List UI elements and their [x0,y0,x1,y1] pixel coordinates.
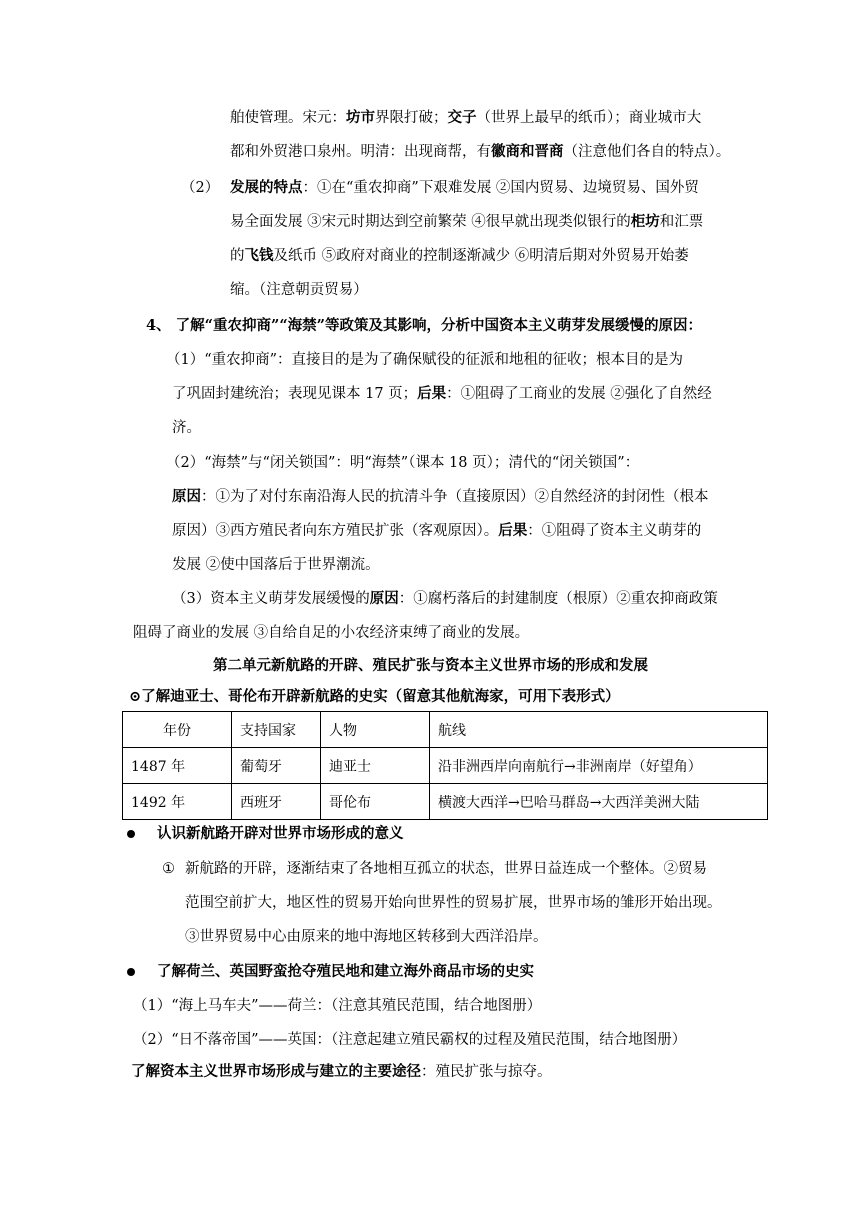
text-line [230,211,703,233]
text-span: 及纸币 ⑤政府对商业的控制逐渐减少 ⑥明清后期对外贸易开始萎 [273,248,689,264]
table-cell: 1487 年 [123,748,232,784]
text-line: （2）“海禁”与“闭关锁国”：明“海禁”（课本 18 页）；清代的“闭关锁国”： [166,455,640,471]
bold-term: 原因 [369,590,399,607]
table-cell: 哥伦布 [321,784,430,820]
bold-term: 原因 [172,488,201,505]
text-line: 缩。（注意朝贡贸易） [230,282,368,298]
text-line: （2）“日不落帝国”——英国：（注意起建立殖民霸权的过程及殖民范围，结合地图册） [133,1032,687,1048]
text-line: 范围空前扩大，地区性的贸易开始向世界性的贸易扩展，世界市场的雏形开始出现。 [185,895,722,911]
bullet-heading-text: 了解荷兰、英国野蛮抢夺殖民地和建立海外商品市场的史实 [157,963,534,980]
text-span: 界限打破； [375,110,448,126]
text-line [131,1061,552,1083]
table-cell: 沿非洲西岸向南航行→非洲南岸（好望角） [430,748,768,784]
text-span: ：①阻碍了工商业的发展 ②强化了自然经 [446,386,712,402]
text-line: 济。 [172,420,201,436]
table-cell: 横渡大西洋→巴哈马群岛→大西洋美洲大陆 [430,784,768,820]
table-cell: 迪亚士 [321,748,430,784]
bullet-icon [127,830,135,838]
text-line [230,107,701,129]
list-number: （2） [181,180,220,196]
text-line: （1）“海上马车夫”——荷兰：（注意其殖民范围，结合地图册） [133,998,542,1014]
table-cell: 西班牙 [232,784,321,820]
text-line [230,245,689,267]
text-span: ：①腐朽落后的封建制度（根原）②重农抑商政策 [398,591,718,607]
text-span: ：殖民扩张与掠夺。 [421,1064,552,1080]
table-cell: 1492 年 [123,784,232,820]
text-line [172,383,712,405]
text-line [230,141,730,163]
text-line [172,520,701,542]
header-cell: 年份 [123,712,232,748]
text-span: （世界上最早的纸币）；商业城市大 [476,110,702,126]
text-line: （1）“重农抑商”：直接目的是为了确保赋役的征派和地租的征收；根本目的是为 [166,352,684,368]
bold-term: 徽商和晋商 [491,143,564,160]
bold-term: 坊市 [346,109,375,126]
text-line [172,588,718,610]
bullet-heading [127,961,534,983]
bold-term: 飞钱 [244,247,274,264]
text-span: （3）资本主义萌芽发展缓慢的 [172,591,370,607]
text-line: ③世界贸易中心由原来的地中海地区转移到大西洋沿岸。 [185,929,548,945]
text-line: 阻碍了商业的发展 ③自给自足的小农经济束缚了商业的发展。 [133,625,530,641]
text-span: 舶使管理。宋元： [230,110,346,126]
text-line: 发展 ②使中国落后于世界潮流。 [172,557,380,573]
text-span: 和汇票 [659,214,704,230]
bold-term: 柜坊 [630,213,660,230]
table-row [123,784,768,820]
text-span: ：①阻碍了资本主义萌芽的 [527,523,702,539]
text-span: ：①为了对付东南沿海人民的抗清斗争（直接原因）②自然经济的封闭性（根本 [201,489,709,505]
unit-title: 第二单元新航路的开辟、殖民扩张与资本主义世界市场的形成和发展 [213,657,648,674]
table-header-row [123,712,768,748]
text-span: 都和外贸港口泉州。明清：出现商帮，有 [230,144,491,160]
bold-term: 发展的特点 [230,179,303,196]
text-line [230,177,699,199]
bold-term: 了解资本主义世界市场形成与建立的主要途径 [131,1063,421,1080]
bold-term: 后果 [498,522,528,539]
text-span: 易全面发展 ③宋元时期达到空前繁荣 ④很早就出现类似银行的 [230,214,631,230]
section-heading: 4、 了解“重农抑商”“海禁”等政策及其影响，分析中国资本主义萌芽发展缓慢的原因： [146,317,702,334]
voyages-table [122,711,768,820]
text-line: 新航路的开辟，逐渐结束了各地相互孤立的状态，世界日益连成一个整体。②贸易 [185,861,707,877]
table-row [123,748,768,784]
bullet-heading-text: 认识新航路开辟对世界市场形成的意义 [157,825,404,842]
text-span: 了巩固封建统治；表现见课本 17 页； [172,386,418,402]
circled-marker: ① [162,861,175,877]
text-line [172,486,709,508]
bold-term: 交子 [447,109,477,126]
bullet-heading [127,823,404,845]
text-span: 原因）③西方殖民者向东方殖民扩张（客观原因）。 [172,523,499,539]
bullet-icon [127,968,135,976]
header-cell: 航线 [430,712,768,748]
header-cell: 人物 [321,712,430,748]
text-span: 的 [230,248,245,264]
text-span: （注意他们各自的特点）。 [563,144,731,160]
bold-term: 后果 [417,385,447,402]
text-span: ：①在“重农抑商”下艰难发展 ②国内贸易、边境贸易、国外贸 [302,180,699,196]
header-cell: 支持国家 [232,712,321,748]
table-cell: 葡萄牙 [232,748,321,784]
subheading: ⊙了解迪亚士、哥伦布开辟新航路的史实（留意其他航海家，可用下表形式） [129,688,620,705]
